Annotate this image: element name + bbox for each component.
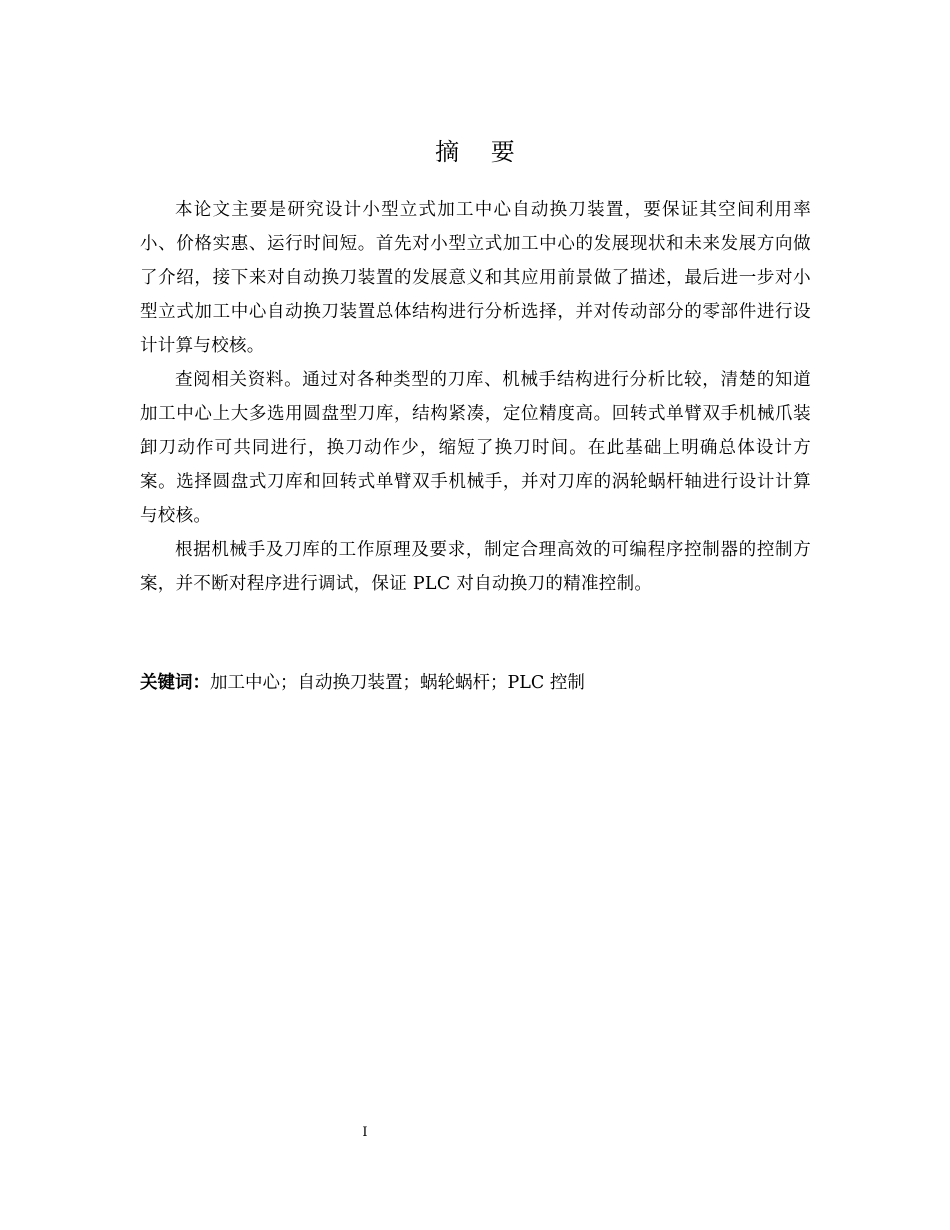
keywords-value: 加工中心；自动换刀装置；蜗轮蜗杆；PLC 控制 (210, 673, 585, 693)
keywords-line (140, 668, 811, 698)
page-title: 摘 要 (435, 138, 527, 166)
page-number: I (362, 1125, 368, 1140)
abstract-body (140, 193, 811, 601)
abstract-paragraph-3: 根据机械手及刀库的工作原理及要求，制定合理高效的可编程序控制器的控制方案，并不断对程序进行调试，保证 PLC 对自动换刀的精准控制。 (140, 540, 811, 594)
abstract-paragraph-2: 查阅相关资料。通过对各种类型的刀库、机械手结构进行分析比较，清楚的知道加工中心上大多选用圆盘型刀库，结构紧凑，定位精度高。回转式单臂双手机械爪装卸刀动作可共同进行，换刀动作少，缩短了换刀时间。在此基础上明确总体设计方案。选择圆盘式刀库和回转式单臂双手机械手，并对刀库的涡轮蜗杆轴进行设计计算与校核。 (140, 370, 811, 526)
abstract-paragraph-1: 本论文主要是研究设计小型立式加工中心自动换刀装置，要保证其空间利用率小、价格实惠、运行时间短。首先对小型立式加工中心的发展现状和未来发展方向做了介绍，接下来对自动换刀装置的发展意义和其应用前景做了描述，最后进一步对小型立式加工中心自动换刀装置总体结构进行分析选择，并对传动部分的零部件进行设计计算与校核。 (140, 200, 811, 356)
keywords-label: 关键词： (140, 673, 210, 693)
